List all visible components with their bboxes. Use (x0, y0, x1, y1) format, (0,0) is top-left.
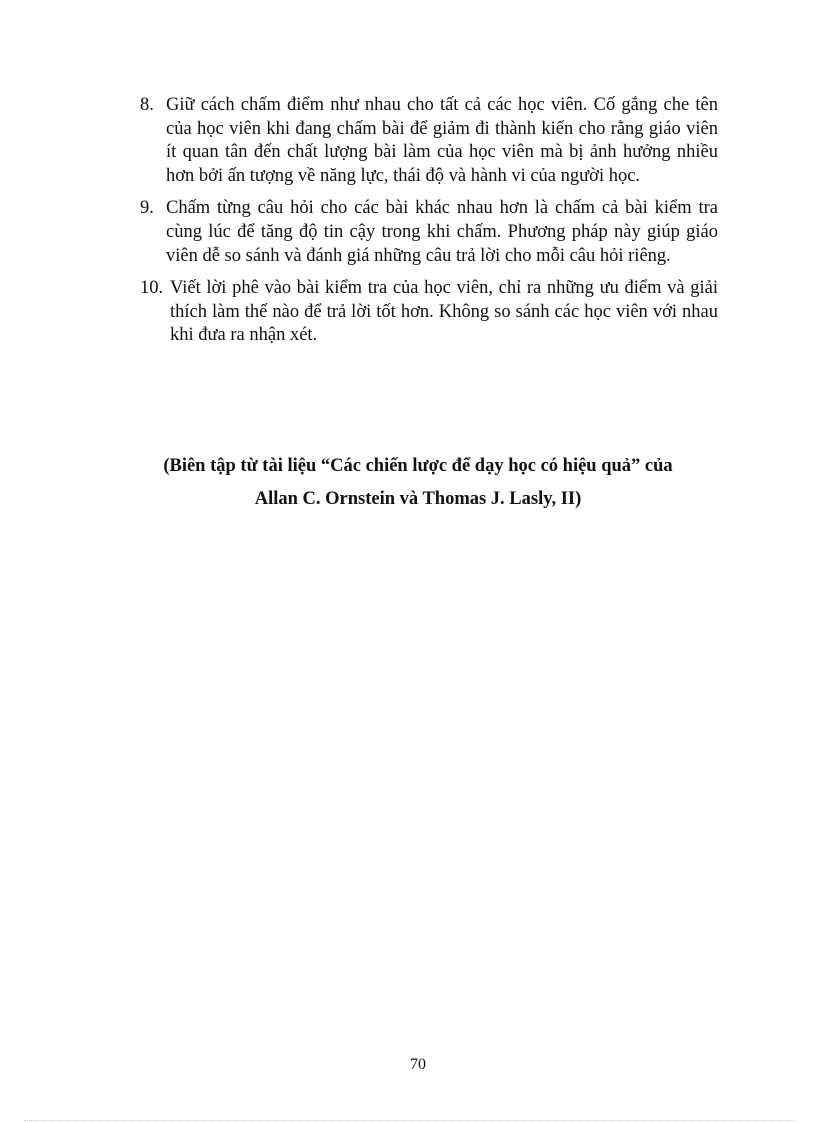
list-item (140, 197, 718, 268)
list-item (140, 277, 718, 348)
credit-line: (Biên tập từ tài liệu “Các chiến lược để dạy học có hiệu quả” của (163, 456, 673, 476)
list-item (140, 94, 718, 188)
item-text: Chấm từng câu hỏi cho các bài khác nhau hơn là chấm cả bài kiểm tra cùng lúc để tăng độ tin cậy trong khi chấm. Phương pháp này giúp giáo viên dễ so sánh và đánh giá những câu trả lời cho mỗi câu hỏi riêng. (166, 198, 718, 266)
item-number: 9. (140, 198, 154, 219)
page-number: 70 (410, 1056, 426, 1073)
item-text: Viết lời phê vào bài kiểm tra của học viên, chỉ ra những ưu điểm và giải thích làm thế nào để trả lời tốt hơn. Không so sánh các học viên với nhau khi đưa ra nhận xét. (170, 278, 718, 346)
item-number: 10. (140, 278, 164, 299)
page-bottom-divider (24, 1120, 794, 1121)
numbered-list (140, 94, 718, 357)
item-number: 8. (140, 95, 154, 115)
source-credit (100, 455, 736, 511)
item-text: Giữ cách chấm điểm như nhau cho tất cả các học viên. Cố gắng che tên của học viên khi đang chấm bài để giảm đi thành kiến cho rằng giáo viên ít quan tân đến chất lượng bài làm của học viên mà bị ảnh hưởng nhiều hơn bởi ấn tượng về năng lực, thái độ và hành vi của người học. (166, 95, 718, 186)
credit-line: Allan C. Ornstein và Thomas J. Lasly, II) (254, 489, 582, 509)
